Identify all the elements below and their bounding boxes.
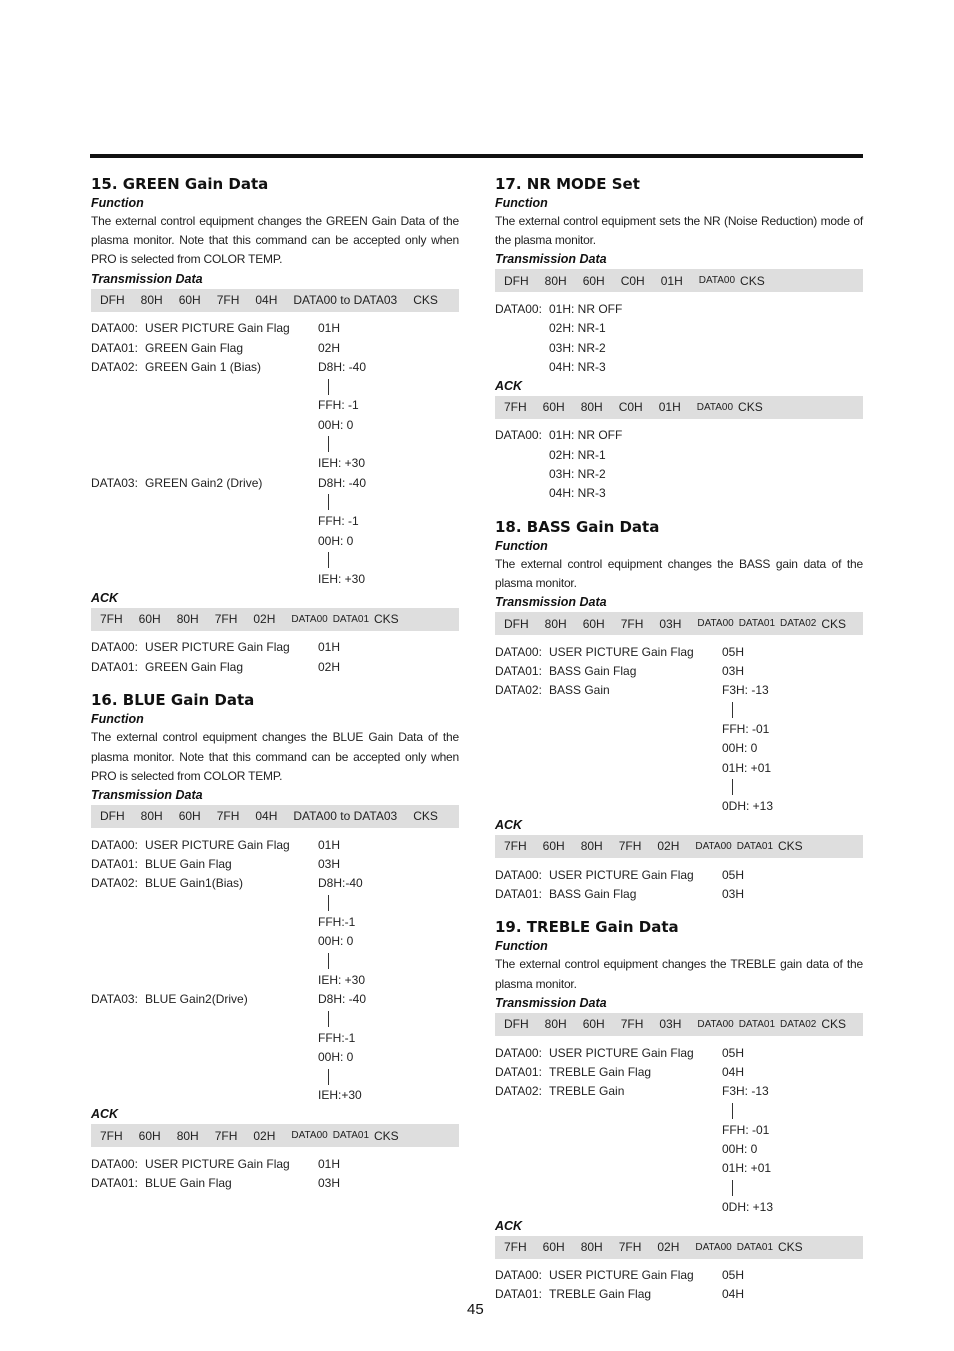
cmd-byte: 02H: [657, 1240, 680, 1255]
data-row: [495, 1285, 863, 1304]
data-value: IEH:+30: [318, 1088, 362, 1103]
section-title: 18. BASS Gain Data: [495, 517, 660, 536]
data-value: 00H: 0: [722, 1141, 758, 1156]
data-value: 01H: [318, 1156, 341, 1171]
cmd-byte: 80H: [176, 1128, 199, 1143]
data-row: [91, 657, 459, 676]
data-desc: BASS Gain Flag: [549, 886, 637, 901]
transmission-command: [495, 612, 863, 635]
data-key: DATA01:: [91, 856, 138, 871]
data-key: DATA02:: [495, 1084, 542, 1099]
data-desc: USER PICTURE Gain Flag: [145, 1156, 290, 1171]
cmd-byte: DATA02: [780, 618, 817, 630]
data-value: FFH:-1: [318, 1030, 356, 1045]
cmd-byte: 7FH: [620, 1017, 644, 1032]
data-value: 01H: [318, 837, 341, 852]
cmd-byte: 80H: [140, 809, 163, 824]
data-desc: TREBLE Gain Flag: [549, 1064, 652, 1079]
section-title: 19. TREBLE Gain Data: [495, 918, 679, 937]
cmd-byte: CKS: [413, 293, 438, 308]
section: [495, 174, 863, 503]
data-value: 03H: [722, 886, 745, 901]
data-row: [91, 1028, 459, 1047]
data-key: DATA01:: [91, 1176, 138, 1191]
data-row: [495, 299, 863, 318]
data-desc: USER PICTURE Gain Flag: [549, 644, 694, 659]
transmission-command: [495, 1013, 863, 1036]
range-connector: [495, 700, 863, 719]
function-label: Function: [91, 712, 144, 727]
function-label: Function: [495, 538, 548, 553]
range-connector: [91, 492, 459, 511]
data-row: [495, 884, 863, 903]
data-row: [91, 396, 459, 415]
function-text: The external control equipment changes the BASS gain data of the plasma monitor.: [495, 556, 863, 590]
data-value: IEH: +30: [318, 572, 366, 587]
data-desc: 03H: NR-2: [549, 340, 606, 355]
cmd-byte: 80H: [544, 1017, 567, 1032]
data-row: [495, 319, 863, 338]
data-value: FFH: -01: [722, 722, 770, 737]
cmd-byte: 7FH: [504, 400, 527, 415]
cmd-byte: 80H: [580, 839, 603, 854]
data-row: [91, 357, 459, 376]
cmd-byte: 80H: [140, 293, 163, 308]
ack-label: ACK: [495, 378, 523, 393]
data-key: DATA00:: [91, 321, 138, 336]
cmd-byte: 60H: [582, 616, 605, 631]
data-row: [91, 319, 459, 338]
page-number: 45: [467, 1301, 484, 1318]
cmd-byte: CKS: [778, 839, 803, 854]
cmd-byte: C0H: [618, 400, 643, 415]
data-row: [495, 1043, 863, 1062]
data-desc: USER PICTURE Gain Flag: [549, 1268, 694, 1283]
data-key: DATA01:: [495, 886, 542, 901]
data-row: [495, 357, 863, 376]
cmd-byte: 04H: [255, 809, 278, 824]
section-title: 17. NR MODE Set: [495, 175, 640, 193]
data-desc: GREEN Gain2 (Drive): [145, 475, 263, 490]
data-value: 01H: [318, 321, 341, 336]
cmd-byte: DATA00: [291, 1130, 328, 1142]
data-value: 0DH: +13: [722, 799, 774, 814]
header-rule: [90, 154, 863, 158]
data-desc: USER PICTURE Gain Flag: [145, 640, 290, 655]
data-value: 03H: [722, 664, 745, 679]
right-column: [495, 174, 863, 1304]
cmd-byte: 7FH: [620, 616, 644, 631]
range-connector: [495, 1178, 863, 1197]
data-value: D8H: -40: [318, 991, 367, 1006]
data-value: D8H: -40: [318, 359, 367, 374]
cmd-byte: DATA01: [736, 1241, 774, 1253]
cmd-byte: DATA00: [291, 613, 328, 625]
range-connector: [495, 1101, 863, 1120]
data-value: 03H: [318, 1176, 341, 1191]
data-row: [495, 1081, 863, 1100]
range-connector: [91, 893, 459, 912]
data-value: F3H: -13: [722, 683, 769, 698]
cmd-byte: DATA01: [332, 1130, 370, 1142]
cmd-byte: 7FH: [504, 839, 527, 854]
data-value: 01H: +01: [722, 760, 772, 775]
data-row: [91, 970, 459, 989]
transmission-label: Transmission Data: [495, 252, 607, 267]
data-desc: 04H: NR-3: [549, 359, 606, 374]
data-value: 00H: 0: [318, 1049, 354, 1064]
data-row: [495, 1159, 863, 1178]
data-value: 04H: [722, 1064, 745, 1079]
cmd-byte: 7FH: [216, 809, 240, 824]
data-value: FFH: -01: [722, 1122, 770, 1137]
data-key: DATA00:: [495, 867, 542, 882]
data-key: DATA00:: [91, 837, 138, 852]
cmd-byte: DFH: [504, 273, 529, 288]
cmd-byte: 60H: [542, 1240, 565, 1255]
cmd-byte: 60H: [582, 273, 605, 288]
data-row: [91, 1047, 459, 1066]
range-connector: [91, 1067, 459, 1086]
cmd-byte: DFH: [504, 616, 529, 631]
data-row: [495, 1062, 863, 1081]
section-title: 15. GREEN Gain Data: [91, 175, 269, 193]
cmd-byte: 01H: [658, 400, 681, 415]
ack-command: [495, 1236, 863, 1259]
data-key: DATA02:: [91, 876, 138, 891]
data-desc: 01H: NR OFF: [549, 302, 623, 317]
cmd-byte: CKS: [374, 612, 399, 627]
data-key: DATA00:: [91, 1156, 138, 1171]
data-desc: USER PICTURE Gain Flag: [549, 1045, 694, 1060]
data-key: DATA01:: [495, 664, 542, 679]
cmd-byte: CKS: [374, 1128, 399, 1143]
data-key: DATA03:: [91, 991, 138, 1006]
data-value: 00H: 0: [722, 741, 758, 756]
function-label: Function: [495, 939, 548, 954]
cmd-byte: C0H: [620, 273, 645, 288]
cmd-byte: 7FH: [214, 612, 238, 627]
data-key: DATA00:: [91, 640, 138, 655]
data-key: DATA00:: [495, 1268, 542, 1283]
cmd-byte: DATA00 to DATA03: [293, 293, 398, 308]
data-value: D8H:-40: [318, 876, 363, 891]
transmission-label: Transmission Data: [495, 595, 607, 610]
cmd-byte: DATA00: [696, 401, 734, 413]
data-value: 0DH: +13: [722, 1199, 774, 1214]
data-value: FFH: -1: [318, 398, 359, 413]
range-connector: [91, 377, 459, 396]
data-desc: USER PICTURE Gain Flag: [549, 867, 694, 882]
data-row: [495, 661, 863, 680]
cmd-byte: DFH: [100, 293, 125, 308]
ack-label: ACK: [91, 1107, 119, 1122]
data-value: 02H: [318, 340, 341, 355]
data-row: [91, 531, 459, 550]
data-row: [91, 854, 459, 873]
data-value: IEH: +30: [318, 456, 366, 471]
ack-command: [495, 396, 863, 419]
cmd-byte: 7FH: [214, 1128, 238, 1143]
cmd-byte: 03H: [659, 1017, 682, 1032]
data-desc: USER PICTURE Gain Flag: [145, 837, 290, 852]
data-value: 04H: [722, 1287, 745, 1302]
ack-command: [91, 608, 459, 631]
function-text: The external control equipment changes the GREEN Gain Data of the plasma monitor. Note that this command can be accepted only when PRO is selected from COLOR TEMP.: [91, 214, 459, 267]
data-row: [91, 1173, 459, 1192]
data-row: [91, 1086, 459, 1105]
cmd-byte: DATA00: [695, 1241, 732, 1253]
data-key: DATA00:: [495, 302, 542, 317]
data-desc: TREBLE Gain Flag: [549, 1287, 652, 1302]
cmd-byte: 60H: [582, 1017, 605, 1032]
data-row: [495, 1266, 863, 1285]
data-row: [91, 931, 459, 950]
data-desc: BLUE Gain Flag: [145, 1176, 232, 1191]
transmission-command: [91, 289, 459, 312]
data-key: DATA00:: [495, 428, 542, 443]
ack-label: ACK: [495, 817, 523, 832]
cmd-byte: 60H: [542, 400, 565, 415]
data-row: [495, 681, 863, 700]
data-value: IEH: +30: [318, 972, 366, 987]
function-label: Function: [91, 196, 144, 210]
data-value: 05H: [722, 1045, 745, 1060]
section: [91, 690, 459, 1192]
cmd-byte: 7FH: [618, 1240, 642, 1255]
data-key: DATA02:: [495, 683, 542, 698]
data-value: 05H: [722, 867, 745, 882]
data-row: [91, 473, 459, 492]
cmd-byte: 7FH: [216, 293, 240, 308]
data-row: [495, 739, 863, 758]
ack-label: ACK: [91, 590, 119, 605]
cmd-byte: CKS: [738, 400, 763, 415]
data-desc: BASS Gain Flag: [549, 664, 637, 679]
function-text: The external control equipment changes the BLUE Gain Data of the plasma monitor. Note that this command can be accepted only when PRO is selected from COLOR TEMP.: [91, 730, 459, 783]
data-value: D8H: -40: [318, 475, 367, 490]
cmd-byte: 03H: [659, 616, 682, 631]
function-label: Function: [495, 196, 548, 210]
data-row: [91, 454, 459, 473]
transmission-command: [91, 805, 459, 828]
cmd-byte: DATA00 to DATA03: [293, 809, 398, 824]
transmission-command: [495, 269, 863, 292]
data-row: [91, 835, 459, 854]
cmd-byte: DATA01: [736, 840, 774, 852]
cmd-byte: CKS: [413, 809, 438, 824]
data-row: [495, 464, 863, 483]
data-row: [91, 874, 459, 893]
data-row: [495, 1139, 863, 1158]
data-row: [91, 415, 459, 434]
data-desc: TREBLE Gain: [549, 1084, 625, 1099]
data-desc: USER PICTURE Gain Flag: [145, 321, 290, 336]
cmd-byte: DATA00: [697, 618, 734, 630]
data-row: [495, 719, 863, 738]
left-column: [91, 174, 459, 1193]
cmd-byte: CKS: [821, 1017, 847, 1032]
ack-label: ACK: [495, 1218, 523, 1233]
data-row: [495, 1120, 863, 1139]
cmd-byte: CKS: [821, 616, 847, 631]
cmd-byte: DATA01: [332, 613, 370, 625]
cmd-byte: 60H: [178, 809, 201, 824]
range-connector: [495, 777, 863, 796]
data-key: DATA01:: [91, 659, 138, 674]
data-key: DATA00:: [495, 1045, 542, 1060]
data-row: [495, 1197, 863, 1216]
data-key: DATA03:: [91, 475, 138, 490]
cmd-byte: 60H: [542, 839, 565, 854]
transmission-label: Transmission Data: [91, 787, 203, 802]
section-title: 16. BLUE Gain Data: [91, 691, 255, 710]
cmd-byte: 60H: [138, 1128, 161, 1143]
data-row: [495, 426, 863, 445]
data-value: 05H: [722, 1268, 745, 1283]
ack-command: [91, 1124, 459, 1147]
data-key: DATA02:: [91, 359, 138, 374]
cmd-byte: DATA00: [698, 275, 736, 287]
data-row: [495, 642, 863, 661]
cmd-byte: 80H: [580, 400, 603, 415]
data-desc: GREEN Gain Flag: [145, 659, 244, 674]
cmd-byte: 60H: [138, 612, 161, 627]
range-connector: [91, 434, 459, 453]
data-value: 02H: [318, 659, 341, 674]
data-value: 00H: 0: [318, 533, 354, 548]
ack-command: [495, 835, 863, 858]
data-row: [91, 912, 459, 931]
cmd-byte: 02H: [657, 839, 680, 854]
data-value: 01H: +01: [722, 1161, 772, 1176]
cmd-byte: 7FH: [504, 1240, 527, 1255]
section: [91, 174, 459, 676]
data-value: 03H: [318, 856, 341, 871]
transmission-label: Transmission Data: [91, 271, 203, 286]
data-desc: GREEN Gain 1 (Bias): [145, 359, 262, 374]
data-desc: GREEN Gain Flag: [145, 340, 244, 355]
data-row: [91, 338, 459, 357]
data-row: [495, 797, 863, 816]
data-desc: 03H: NR-2: [549, 466, 606, 481]
cmd-byte: 04H: [255, 293, 278, 308]
cmd-byte: 80H: [544, 273, 567, 288]
section: [495, 917, 863, 1304]
cmd-byte: 80H: [580, 1240, 603, 1255]
cmd-byte: DATA01: [738, 618, 776, 630]
function-text: The external control equipment sets the NR (Noise Reduction) mode of the plasma monitor.: [495, 214, 863, 248]
data-key: DATA01:: [495, 1287, 542, 1302]
data-desc: BASS Gain: [549, 683, 610, 698]
data-row: [91, 512, 459, 531]
cmd-byte: DFH: [100, 809, 125, 824]
data-row: [91, 989, 459, 1008]
data-value: 00H: 0: [318, 934, 354, 949]
cmd-byte: 7FH: [100, 612, 123, 627]
cmd-byte: CKS: [778, 1240, 803, 1255]
range-connector: [91, 550, 459, 569]
data-desc: BLUE Gain Flag: [145, 856, 232, 871]
section: [495, 517, 863, 904]
cmd-byte: 80H: [544, 616, 567, 631]
transmission-label: Transmission Data: [495, 995, 607, 1010]
data-row: [495, 445, 863, 464]
data-key: DATA01:: [91, 340, 138, 355]
cmd-byte: 60H: [178, 293, 201, 308]
cmd-byte: DFH: [504, 1017, 529, 1032]
data-row: [495, 483, 863, 502]
data-key: DATA00:: [495, 644, 542, 659]
cmd-byte: DATA01: [738, 1018, 776, 1030]
cmd-byte: 01H: [660, 273, 683, 288]
cmd-byte: DATA00: [697, 1018, 734, 1030]
cmd-byte: DATA00: [695, 840, 732, 852]
cmd-byte: 7FH: [100, 1128, 123, 1143]
data-value: 00H: 0: [318, 417, 354, 432]
data-desc: BLUE Gain2(Drive): [145, 991, 248, 1006]
range-connector: [91, 1009, 459, 1028]
data-row: [91, 1154, 459, 1173]
function-text: The external control equipment changes the TREBLE gain data of the plasma monitor.: [495, 957, 863, 991]
data-value: F3H: -13: [722, 1084, 769, 1099]
data-value: FFH:-1: [318, 914, 356, 929]
data-desc: 01H: NR OFF: [549, 428, 623, 443]
data-row: [91, 638, 459, 657]
cmd-byte: DATA02: [780, 1018, 817, 1030]
cmd-byte: 02H: [253, 1128, 276, 1143]
data-desc: 02H: NR-1: [549, 321, 606, 336]
data-key: DATA01:: [495, 1064, 542, 1079]
data-desc: BLUE Gain1(Bias): [145, 876, 244, 891]
data-desc: 02H: NR-1: [549, 447, 606, 462]
data-row: [495, 865, 863, 884]
data-value: FFH: -1: [318, 514, 359, 529]
cmd-byte: 80H: [176, 612, 199, 627]
cmd-byte: 7FH: [618, 839, 642, 854]
cmd-byte: 02H: [253, 612, 276, 627]
data-value: 01H: [318, 640, 341, 655]
data-row: [91, 569, 459, 588]
data-row: [495, 758, 863, 777]
range-connector: [91, 951, 459, 970]
cmd-byte: CKS: [740, 273, 765, 288]
data-value: 05H: [722, 644, 745, 659]
data-row: [495, 338, 863, 357]
data-desc: 04H: NR-3: [549, 486, 606, 501]
